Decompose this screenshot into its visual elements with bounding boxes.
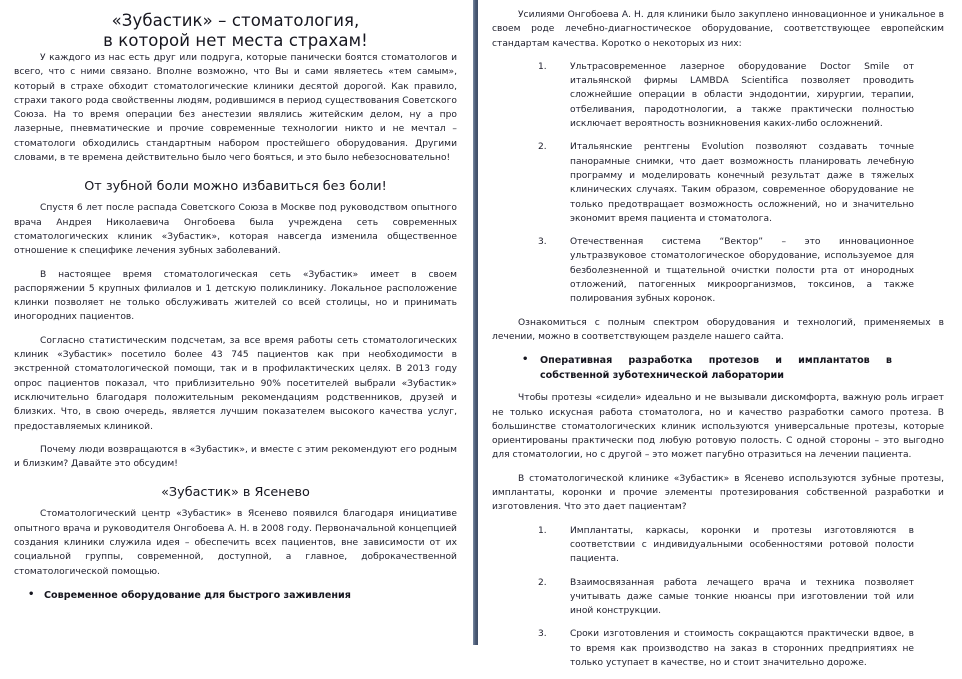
question-paragraph: Почему люди возвращаются в «Зубастик», и вместе с этим рекомендуют его родным и близким? Давайте это обсудим! <box>14 444 457 470</box>
intro-paragraph: У каждого из нас есть друг или подруга, которые панически боятся стоматологов и всего, что с ними связано. Вполне возможно, что Вы и сами являетесь «тем самым», который в страхе обходит стоматологические клиники десятой дорогой. Как правило, страхи такого рода свойственны людям, родившимся в период существования Советского Союза. На то время операции без анестезии являлись житейским делом, ну а про лазерные, пневматические и прочие современные технологии никто и не мечтал – стоматологи обходились стандартным набором простейшего оборудования. Другими словами, в те времена действительно было чего бояться, и это было небезосновательно! <box>14 53 457 164</box>
left-bullet-list <box>14 588 457 603</box>
page-title-line-2: в которой нет места страхам! <box>103 31 368 50</box>
section-heading-painless: От зубной боли можно избавиться без боли! <box>84 179 387 195</box>
list-item: Взаимосвязанная работа лечащего врача и техника позволяет учитывать даже самые тонкие нюансы при изготовлении той или иной конструкции. <box>570 577 914 617</box>
list-item: • Современное оборудование для быстрого заживления <box>14 588 457 603</box>
own-lab-paragraph: В стоматологической клинике «Зубастик» в Ясенево используются зубные протезы, имплантаты, коронки и прочие элементы протезирования собственной разработки и изготовления. Что это дает пациентам? <box>492 473 944 513</box>
section-heading-yasenevo: «Зубастик» в Ясенево <box>161 485 310 501</box>
equipment-outro-paragraph: Ознакомиться с полным спектром оборудования и технологий, применяемых в лечении, можно в соответствующем разделе нашего сайта. <box>492 317 944 342</box>
network-paragraph: В настоящее время стоматологическая сеть «Зубастик» имеет в своем распоряжении 5 крупных филиалов и 1 детскую поликлинику. Локальное расположение клинки позволяет не только обслуживать жителей со всей столицы, но и принимать иногородних пациентов. <box>14 269 457 323</box>
page-title-line-1: «Зубастик» – стоматология, <box>111 11 360 30</box>
list-item: Ультрасовременное лазерное оборудование Doctor Smile от итальянской фирмы LAMBDA Scientifica позволяет проводить сложнейшие операции в области эндодонтии, хирургии, терапии, отбеливания, пародотнологии, а также практически полностью исключает вероятность возникновения каких-либо осложнений. <box>570 61 914 130</box>
statistics-paragraph: Согласно статистическим подсчетам, за все время работы сеть стоматологических клиник «Зубастик» посетило более 43 745 пациентов как при необходимости в экстренной стоматологической помощи, так и в профилактических целях. В 2013 году опрос пациентов показал, что приблизительно 90% посетителей выбрали «Зубастик» исключительно благодаря положительным рекомендациям родственников, друзей и близких. Что, в свою очередь, является лучшим показателем высокого качества услуг, предоставляемых клиникой. <box>14 335 457 432</box>
list-item: Сроки изготовления и стоимость сокращаются практически вдвое, в то время как производство на заказ в сторонних предприятиях не только уступает в качестве, но и стоит значительно дороже. <box>570 629 914 668</box>
list-item: • Оперативная разработка протезов и имплантатов в собственной зуботехнической лаборатории <box>492 353 944 383</box>
yasenevo-paragraph: Стоматологический центр «Зубастик» в Ясенево появился благодаря инициативе опытного врача и руководителя Онгобоева А. Н. в 2008 году. Первоначальной концепцией создания клиники служила идея – обеспечить всех пациентов, вне зависимости от их социальной группы, современной, доступной, а главное, доброкачественной стоматологической помощью. <box>14 509 457 577</box>
equipment-intro-paragraph: Усилиями Онгобоева А. Н. для клиники было закуплено инновационное и уникальное в своем роде лечебно-диагностическое оборудование, соответствующее европейским стандартам качества. Коротко о некоторых из них: <box>492 10 944 49</box>
left-column <box>0 0 473 611</box>
history-paragraph: Спустя 6 лет после распада Советского Союза в Москве под руководством опытного врача Андрея Николаевича Онгобоева была учреждена сеть современных стоматологических клиник «Зубастик», которая навсегда изменила общественное отношение к специфике лечения зубных заболеваний. <box>14 203 457 257</box>
list-item: Имплантаты, каркасы, коронки и протезы изготовляются в соответствии с индивидуальными особенностями ротовой полости пациента. <box>570 525 914 565</box>
right-column <box>478 0 962 679</box>
benefits-numbered-list <box>492 524 944 671</box>
list-item: Итальянские рентгены Evolution позволяют создавать точные панорамные снимки, что дает возможность планировать лечебную программу и моделировать конечный результат даже в тяжелых клинических случаях. Таким образом, современное оборудование не только предотвращает возможность осложнений, но и значительно экономит время пациента и стоматолога. <box>570 142 914 224</box>
equipment-numbered-list <box>492 60 944 307</box>
page-title <box>14 11 457 51</box>
prosthesis-paragraph: Чтобы протезы «сидели» идеально и не вызывали дискомфорта, важную роль играет не только искусная работа стоматолога, но и качество разработки самого протеза. В большинстве стоматологических клиник используются универсальные протезы, которые ориентированы практически под любую ротовую полость. С одной стороны – это выгодно для стоматологии, но с другой – это может пагубно отразиться на лечении пациента. <box>492 393 944 461</box>
list-item: Отечественная система “Вектор” – это инновационное ультразвуковое стоматологическое оборудование, используемое для безболезненной и тщательной очистки полости рта от инородных отложений, патогенных микроорганизмов, токсинов, а также полирования зубных коронок. <box>570 237 914 305</box>
right-bullet-list <box>492 353 944 383</box>
